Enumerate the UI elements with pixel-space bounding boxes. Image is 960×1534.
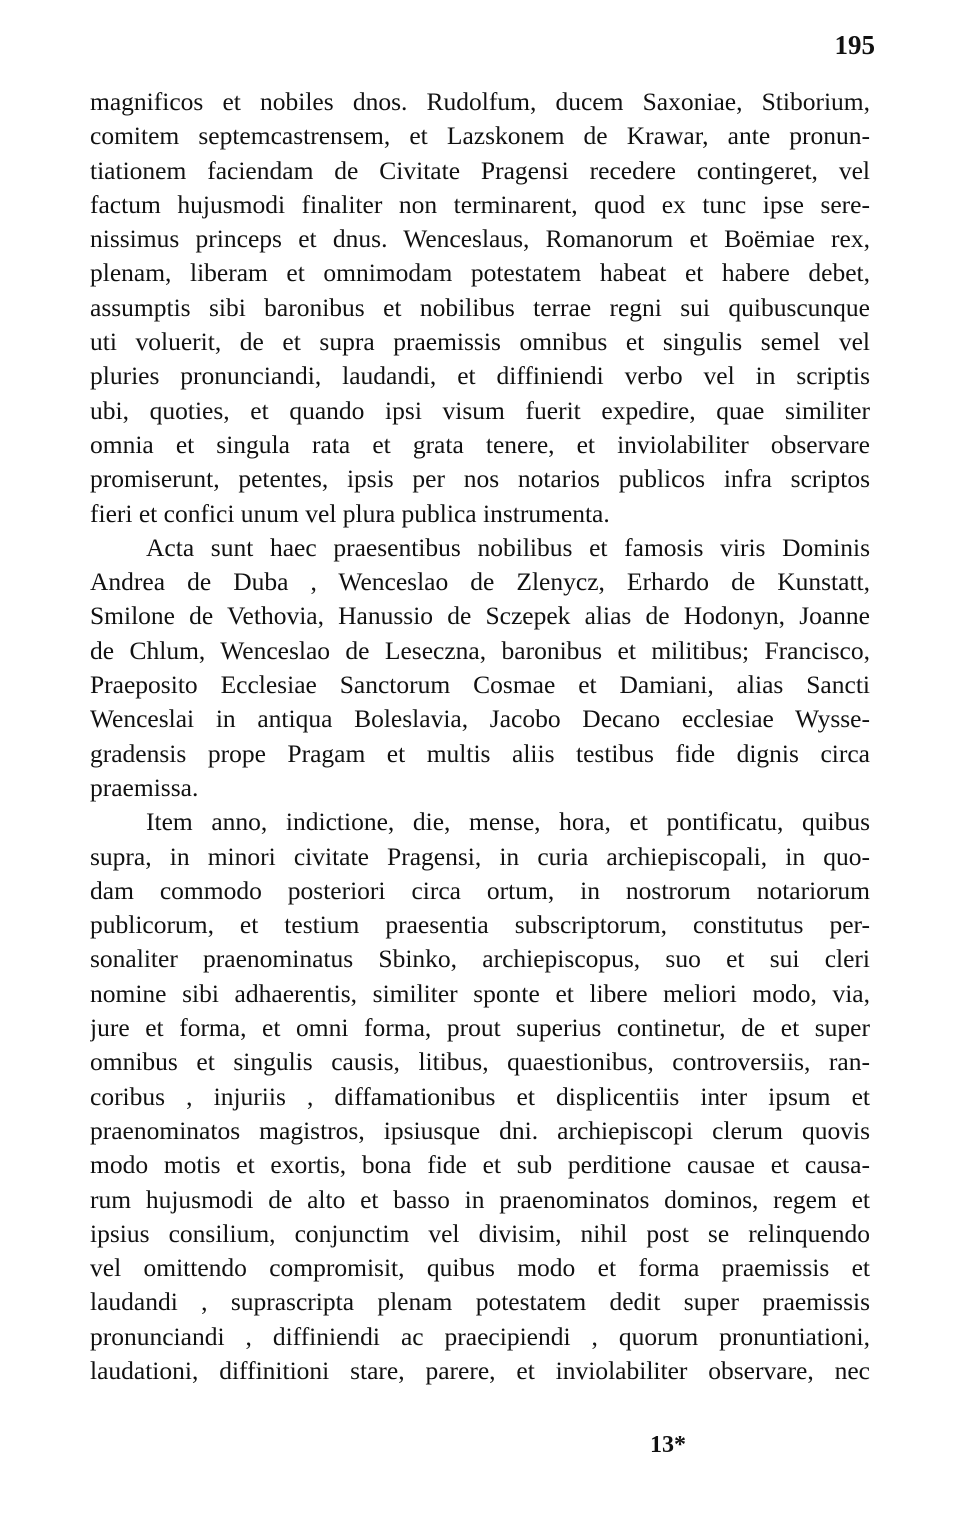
- text-line: vel omittendo compromisit, quibus modo et forma praemissis et: [90, 1253, 870, 1283]
- text-line: promiserunt, petentes, ipsis per nos notarios publicos infra scriptos: [90, 464, 870, 494]
- text-line: factum hujusmodi finaliter non terminarent, quod ex tunc ipse sere-: [90, 189, 870, 219]
- page-number: 195: [834, 30, 875, 60]
- text-line: publicorum, et testium praesentia subscriptorum, constitutus per-: [90, 910, 870, 940]
- text-line: pluries pronunciandi, laudandi, et diffiniendi verbo vel in scriptis: [90, 361, 870, 391]
- text-line: Praeposito Ecclesiae Sanctorum Cosmae et Damiani, alias Sancti: [90, 670, 870, 700]
- text-body: [90, 85, 870, 1388]
- text-line: assumptis sibi baronibus et nobilibus terrae regni sui quibuscunque: [90, 292, 870, 322]
- text-line: sonaliter praenominatus Sbinko, archiepiscopus, suo et sui cleri: [90, 944, 870, 974]
- text-line: modo motis et exortis, bona fide et sub perditione causae et causa-: [90, 1150, 870, 1180]
- text-line: gradensis prope Pragam et multis aliis testibus fide dignis circa: [90, 738, 870, 768]
- text-line: laudationi, diffinitioni stare, parere, et inviolabiliter observare, nec: [90, 1355, 870, 1385]
- text-line: uti voluerit, de et supra praemissis omnibus et singulis semel vel: [90, 327, 870, 357]
- paragraph-1: [90, 85, 870, 531]
- text-line: ubi, quoties, et quando ipsi visum fuerit expedire, quae similiter: [90, 395, 870, 425]
- text-line: omnibus et singulis causis, litibus, quaestionibus, controversiis, ran-: [90, 1047, 870, 1077]
- text-line: comitem septemcastrensem, et Lazskonem de Krawar, ante pronun-: [90, 121, 870, 151]
- text-line: Wenceslai in antiqua Boleslavia, Jacobo Decano ecclesiae Wysse-: [90, 704, 870, 734]
- text-line: rum hujusmodi de alto et basso in praenominatos dominos, regem et: [90, 1184, 870, 1214]
- text-line: praemissa.: [90, 772, 199, 802]
- text-line: omnia et singula rata et grata tenere, et inviolabiliter observare: [90, 429, 870, 459]
- text-line: praenominatos magistros, ipsiusque dni. archiepiscopi clerum quovis: [90, 1115, 870, 1145]
- text-line: plenam, liberam et omnimodam potestatem habeat et habere debet,: [90, 258, 870, 288]
- text-line: Smilone de Vethovia, Hanussio de Sczepek alias de Hodonyn, Joanne: [90, 601, 870, 631]
- text-line: de Chlum, Wenceslao de Leseczna, baronibus et militibus; Francisco,: [90, 635, 870, 665]
- text-line: tiationem faciendam de Civitate Pragensi recedere contingeret, vel: [90, 155, 870, 185]
- text-line: supra, in minori civitate Pragensi, in curia archiepiscopali, in quo-: [90, 841, 870, 871]
- text-line: coribus , injuriis , diffamationibus et displicentiis inter ipsum et: [90, 1081, 870, 1111]
- signature-mark: 13*: [650, 1432, 686, 1458]
- text-line: Item anno, indictione, die, mense, hora, et pontificatu, quibus: [146, 807, 870, 837]
- text-line: dam commodo posteriori circa ortum, in nostrorum notariorum: [90, 875, 870, 905]
- text-line: magnificos et nobiles dnos. Rudolfum, ducem Saxoniae, Stiborium,: [90, 87, 870, 116]
- text-line: pronunciandi , diffiniendi ac praecipiendi , quorum pronuntiationi,: [90, 1321, 870, 1351]
- text-line: nissimus princeps et dnus. Wenceslaus, Romanorum et Boëmiae rex,: [90, 224, 870, 254]
- text-line: Andrea de Duba , Wenceslao de Zlenycz, Erhardo de Kunstatt,: [90, 567, 870, 597]
- text-line: nomine sibi adhaerentis, similiter sponte et libere meliori modo, via,: [90, 978, 870, 1008]
- paragraph-2: [90, 531, 870, 805]
- text-line: jure et forma, et omni forma, prout superius continetur, de et super: [90, 1013, 870, 1043]
- text-line: ipsius consilium, conjunctim vel divisim, nihil post se relinquendo: [90, 1218, 870, 1248]
- paragraph-3: [90, 805, 870, 1388]
- text-line: laudandi , suprascripta plenam potestatem dedit super praemissis: [90, 1287, 870, 1317]
- text-line: fieri et confici unum vel plura publica instrumenta.: [90, 498, 610, 528]
- text-line: Acta sunt haec praesentibus nobilibus et famosis viris Dominis: [146, 532, 870, 562]
